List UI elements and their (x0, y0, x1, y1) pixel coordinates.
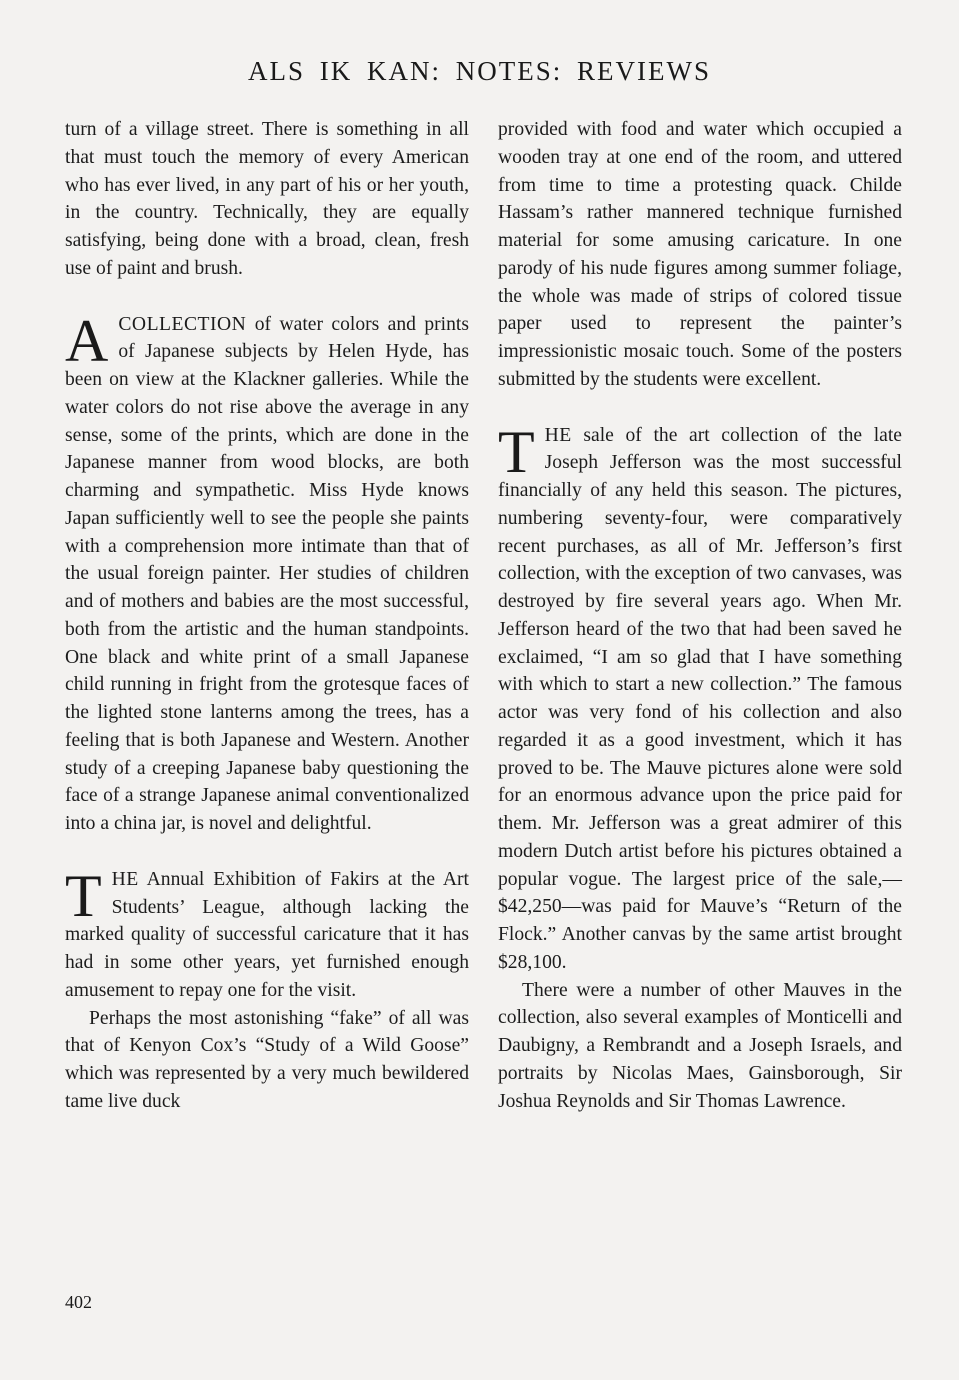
lead-in: COLLECTION (118, 313, 247, 335)
paragraph-body: Annual Exhibition of Fakirs at the Art Students’ League, although lacking the marked quality of successful caricature that it has had in some other years, yet furnished enough amusement to repay one for the visit. (65, 868, 469, 1001)
lead-in: HE (111, 868, 139, 890)
paragraph-other-mauves: There were a number of other Mauves in the collection, also several examples of Monticelli and Daubigny, a Rembrandt and a Joseph Israels, and portraits by Nicolas Maes, Gainsborough, Sir Joshua Reynolds and Sir Thomas Lawrence. (498, 979, 902, 1112)
right-column (498, 116, 902, 1115)
drop-cap: A (65, 307, 109, 374)
paragraph-fakirs (65, 862, 469, 1005)
paragraph-duck-continued: provided with food and water which occupied a wooden tray at one end of the room, and uttered from time to time a protesting quack. Childe Hassam’s rather mannered technique furnished material for some amusing caricature. In one parody of his nude figures among summer foliage, the whole was made of strips of colored tissue paper used to represent the painter’s impressionistic mosaic touch. Some of the posters submitted by the students were excellent. (498, 119, 902, 390)
lead-in: HE (544, 424, 572, 446)
paragraph-body: of water colors and prints of Japanese subjects by Helen Hyde, has been on view at the Klackner galleries. While the water colors do not rise above the average in any sense, some of the prints, which are done in the Japanese manner from wood blocks, are both charming and sympathetic. Miss Hyde knows Japan sufficiently well to see the people she paints with a comprehension more intimate than that of the usual foreign painter. Her studies of children and of mothers and babies are the most successful, both from the artistic and the human standpoints. One black and white print of a small Japanese child running in fright from the grotesque faces of the lighted stone lanterns among the trees, has a feeling that is both Japanese and Western. Another study of a creeping Japanese baby questioning the face of a strange Japanese animal conventionalized into a china jar, is novel and delightful. (65, 313, 469, 834)
paragraph-helen-hyde (65, 307, 469, 838)
paragraph-jefferson-sale (498, 418, 902, 977)
paragraph-kenyon-cox: Perhaps the most astonishing “fake” of all was that of Kenyon Cox’s “Study of a Wild Goose” which was represented by a very much bewildered tame live duck (65, 1007, 469, 1112)
drop-cap: T (65, 862, 102, 929)
paragraph-village-street: turn of a village street. There is something in all that must touch the memory of every American who has ever lived, in any part of his or her youth, in the country. Technically, they are equally satisfying, being done with a broad, clean, fresh use of paint and brush. (65, 119, 469, 279)
page-number: 402 (65, 1292, 92, 1312)
left-column (65, 116, 469, 1116)
running-head: ALS IK KAN: NOTES: REVIEWS (248, 56, 711, 86)
drop-cap: T (498, 418, 535, 485)
paragraph-body: sale of the art collection of the late Joseph Jefferson was the most successful financially of any held this season. The pictures, numbering seventy-four, were comparatively recent purchases, as all of Mr. Jefferson’s first collection, with the exception of two canvases, was destroyed by fire several years ago. When Mr. Jefferson heard of the two that had been saved he exclaimed, “I am so glad that I have something with which to start a new collection.” The famous actor was very fond of his collection and also regarded it as a good investment, which it has proved to be. The Mauve pictures alone were sold for an enormous advance upon the price paid for them. Mr. Jefferson was a great admirer of this modern Dutch artist before his pictures obtained a popular vogue. The largest price of the sale,—$42,250—was paid for Mauve’s “Return of the Flock.” Another canvas by the same artist brought $28,100. (498, 424, 902, 973)
